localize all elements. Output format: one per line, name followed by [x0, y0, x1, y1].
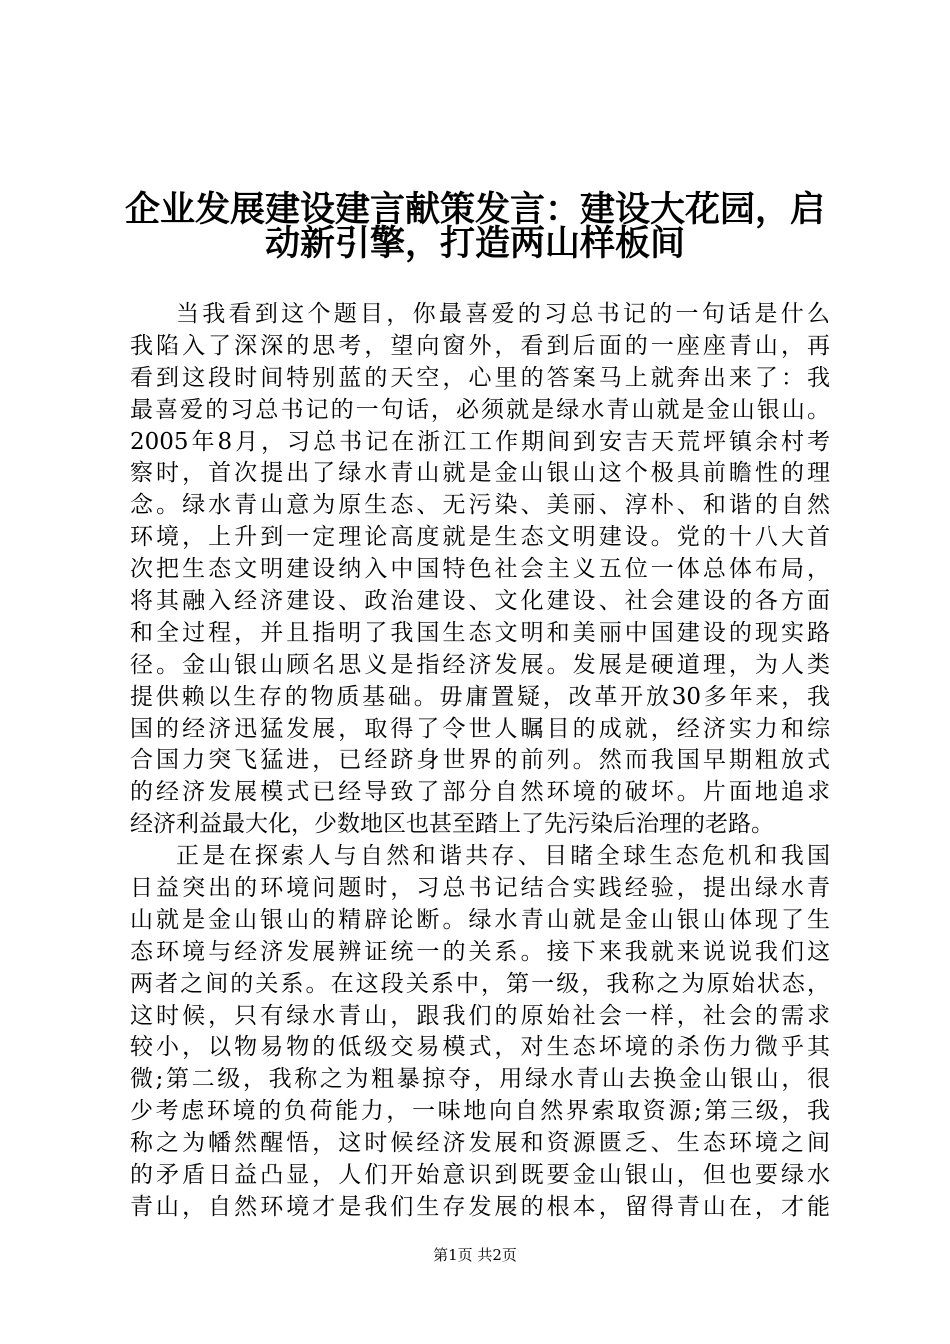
text-line: 山就是金山银山的精辟论断。绿水青山就是金山银山体现了生	[130, 906, 830, 933]
text-line: 的矛盾日益凸显，人们开始意识到既要金山银山，但也要绿水	[130, 1162, 830, 1189]
text-line: 当我看到这个题目，你最喜爱的习总书记的一句话是什么	[176, 301, 830, 327]
text-line: 次把生态文明建设纳入中国特色社会主义五位一体总体布局，	[130, 556, 830, 583]
text-line: 青山，自然环境才是我们生存发展的根本，留得青山在，才能	[130, 1193, 830, 1220]
text-line: 微;第二级，我称之为粗暴掠夺，用绿水青山去换金山银山，很	[130, 1066, 830, 1093]
text-line: 称之为幡然醒悟，这时候经济发展和资源匮乏、生态环境之间	[130, 1130, 830, 1157]
text-line: 的经济发展模式已经导致了部分自然环境的破坏。片面地追求	[130, 779, 830, 806]
text-line: 态环境与经济发展辨证统一的关系。接下来我就来说说我们这	[130, 938, 830, 965]
document-body	[130, 299, 830, 1224]
text-line: 看到这段时间特别蓝的天空，心里的答案马上就奔出来了：我	[130, 364, 830, 391]
text-line: 最喜爱的习总书记的一句话，必须就是绿水青山就是金山银山。	[130, 396, 830, 423]
text-line: 日益突出的环境问题时，习总书记结合实践经验，提出绿水青	[130, 875, 830, 902]
text-line: 这时候，只有绿水青山，跟我们的原始社会一样，社会的需求	[130, 1002, 830, 1029]
text-line: 国的经济迅猛发展，取得了令世人瞩目的成就，经济实力和综	[130, 715, 830, 742]
paragraph-1	[130, 299, 830, 841]
page-number-footer: 第1页 共2页	[433, 1246, 517, 1264]
text-line: 经济利益最大化，少数地区也甚至踏上了先污染后治理的老路。	[130, 811, 774, 838]
text-line: 合国力突飞猛进，已经跻身世界的前列。然而我国早期粗放式	[130, 747, 830, 774]
text-line: 两者之间的关系。在这段关系中，第一级，我称之为原始状态，	[130, 970, 830, 997]
text-line: 较小，以物易物的低级交易模式，对生态坏境的杀伤力微乎其	[130, 1034, 830, 1061]
text-line: 念。绿水青山意为原生态、无污染、美丽、淳朴、和谐的自然	[130, 492, 830, 519]
text-line: 少考虑环境的负荷能力，一味地向自然界索取资源;第三级，我	[130, 1098, 830, 1125]
document-title-line-1: 企业发展建设建言献策发言：建设大花园，启	[124, 189, 825, 230]
text-line: 和全过程，并且指明了我国生态文明和美丽中国建设的现实路	[130, 619, 830, 646]
text-line: 提供赖以生存的物质基础。毋庸置疑，改革开放30多年来，我	[130, 683, 830, 710]
text-line: 我陷入了深深的思考，望向窗外，看到后面的一座座青山，再	[130, 332, 830, 359]
text-line: 正是在探索人与自然和谐共存、目睹全球生态危机和我国	[176, 843, 830, 870]
paragraph-2	[130, 841, 830, 1224]
text-line: 2005年8月，习总书记在浙江工作期间到安吉天荒坪镇余村考	[130, 428, 830, 455]
text-line: 将其融入经济建设、政治建设、文化建设、社会建设的各方面	[130, 588, 830, 615]
text-line: 察时，首次提出了绿水青山就是金山银山这个极具前瞻性的理	[130, 460, 830, 487]
text-line: 径。金山银山顾名思义是指经济发展。发展是硬道理，为人类	[130, 651, 830, 678]
document-title-line-2: 动新引擎，打造两山样板间	[264, 223, 685, 264]
text-line: 环境，上升到一定理论高度就是生态文明建设。党的十八大首	[130, 524, 830, 551]
